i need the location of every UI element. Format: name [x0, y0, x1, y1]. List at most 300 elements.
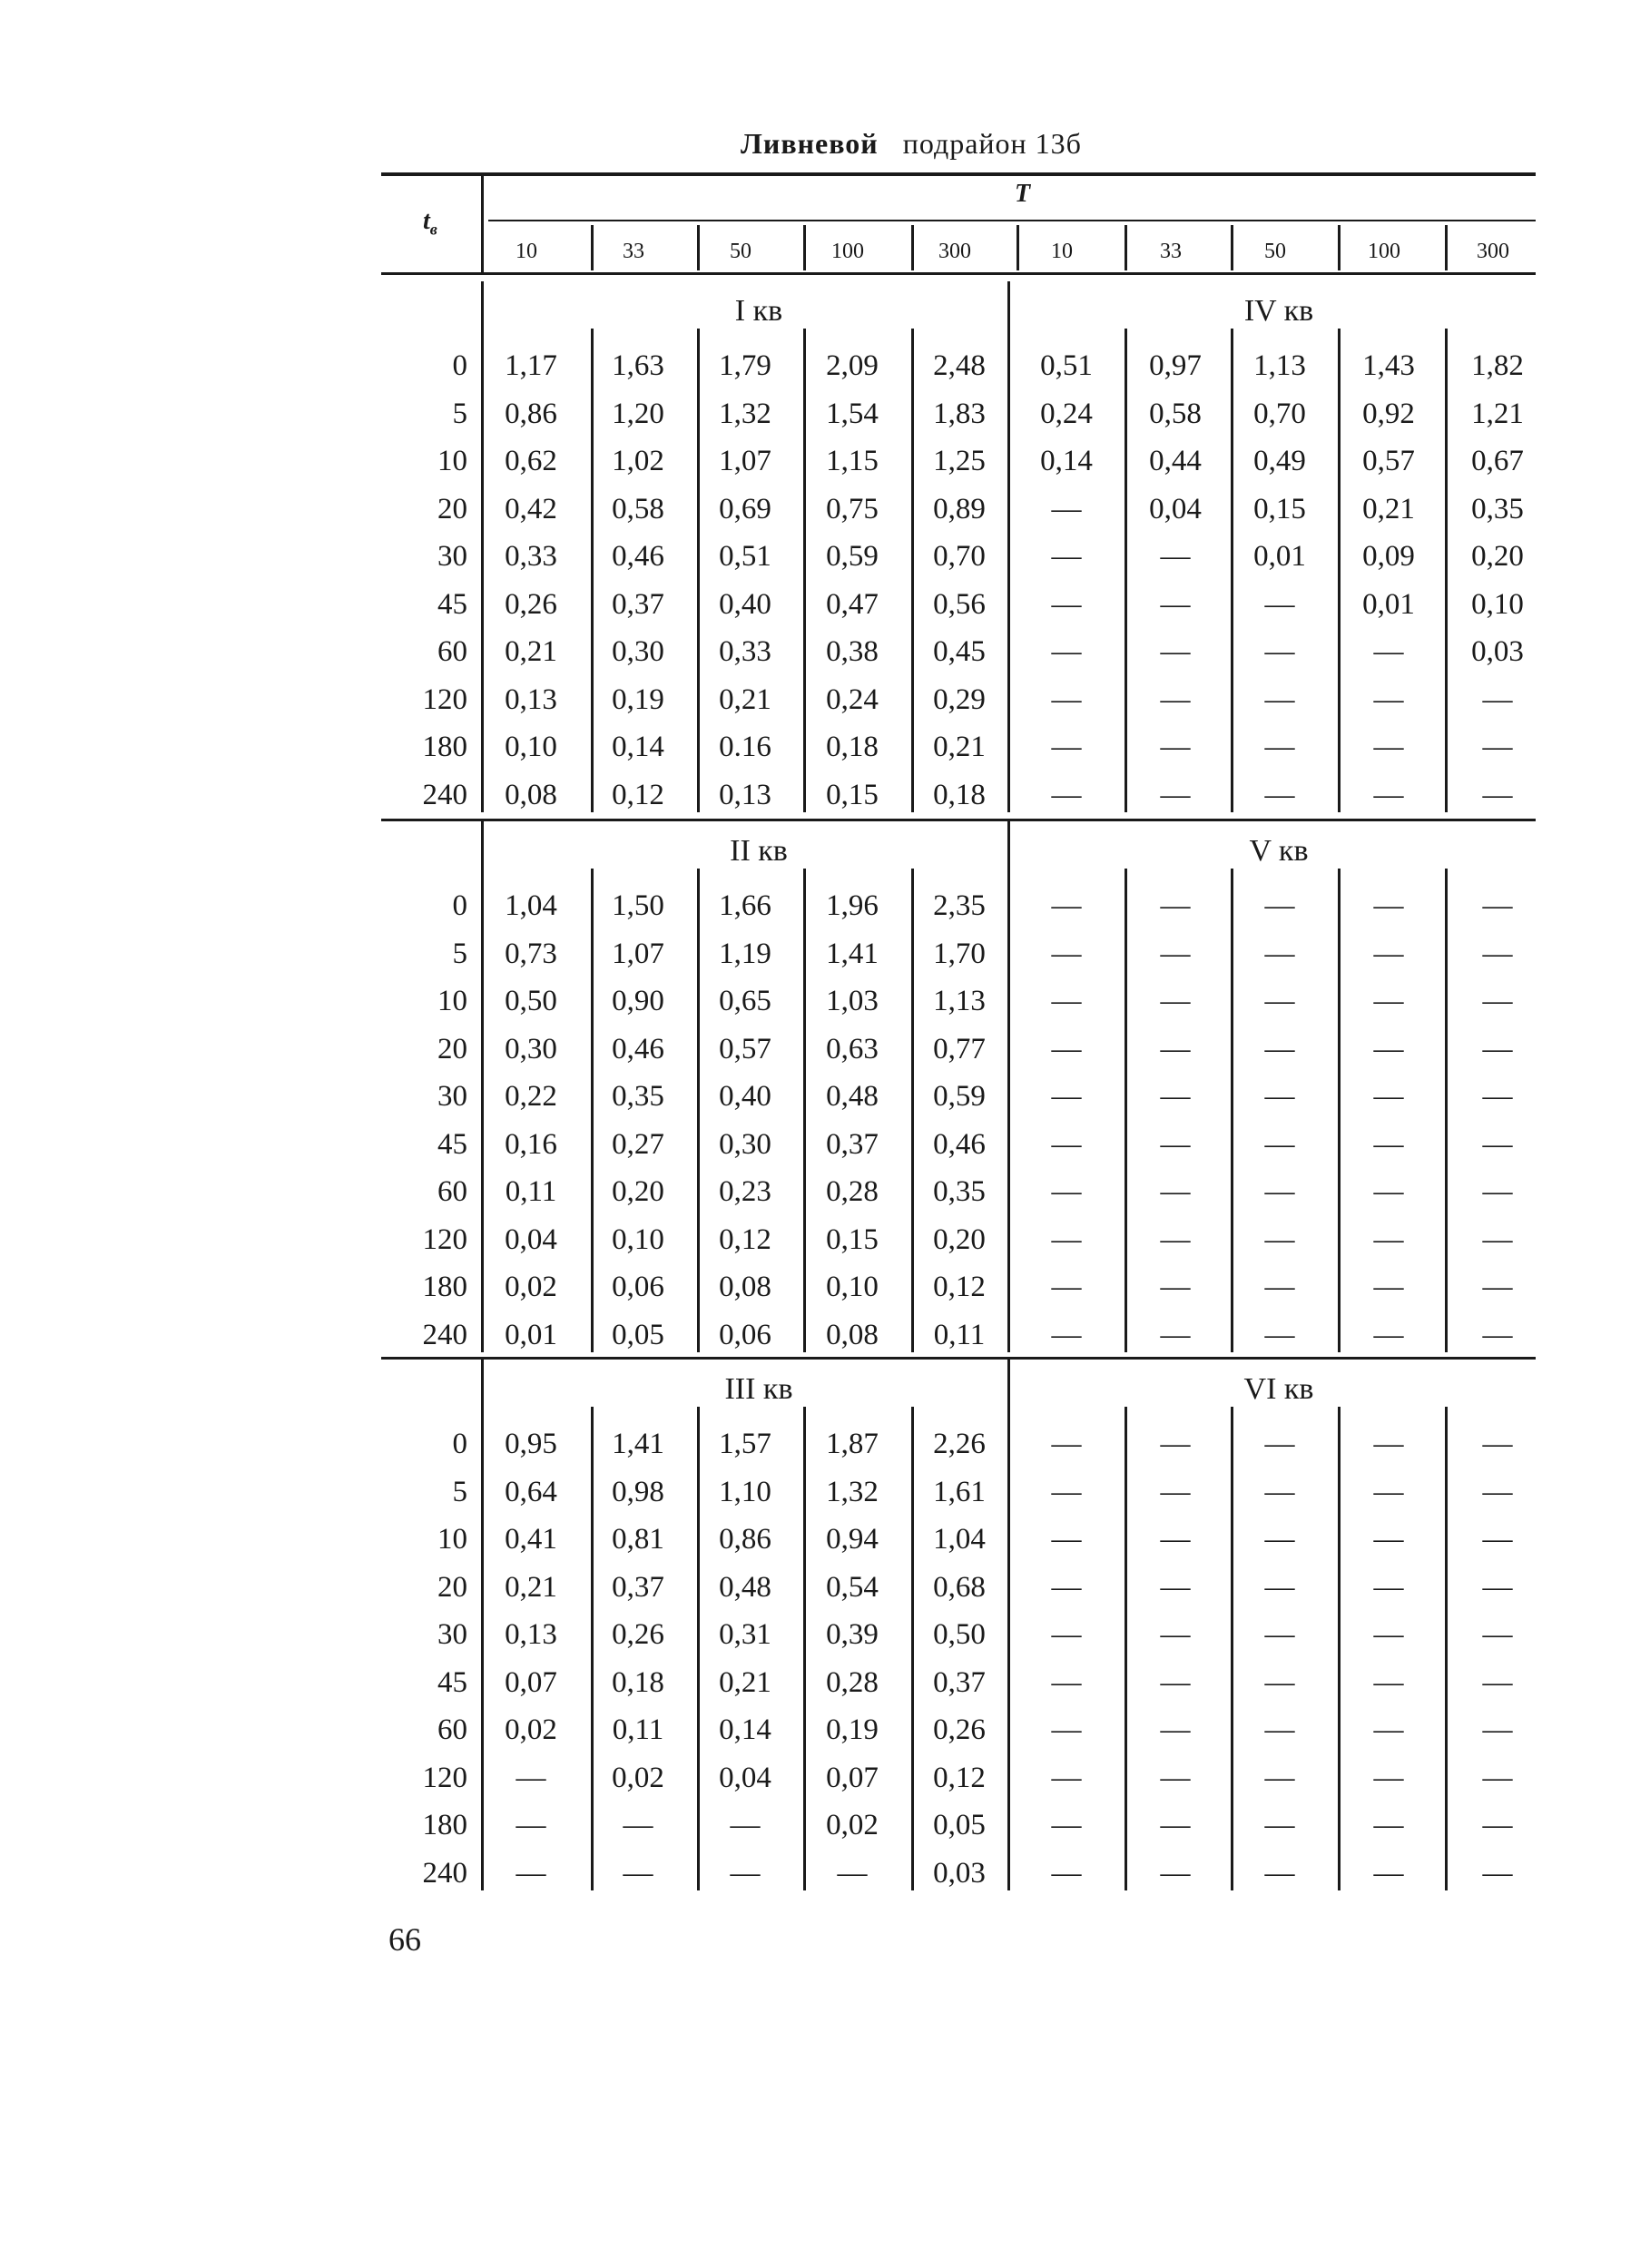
row-label: 20 [437, 1570, 467, 1604]
table-cell: 0,15 [826, 778, 879, 811]
table-cell: — [1373, 682, 1404, 716]
table-cell: 0,15 [1253, 492, 1306, 525]
table-cell: — [730, 1856, 761, 1890]
header-top-rule [381, 172, 1536, 176]
table-cell: 0,44 [1149, 445, 1202, 477]
row-label: 5 [452, 1475, 467, 1508]
table-cell: — [1051, 1127, 1082, 1161]
table-cell: — [1264, 889, 1295, 922]
table-cell: 1,70 [933, 937, 986, 970]
row-variable-label [423, 207, 437, 240]
table-cell: 0,92 [1362, 397, 1415, 430]
table-cell: 0,90 [612, 985, 664, 1017]
table-cell: 1,04 [933, 1523, 986, 1556]
table-cell: 0,12 [612, 778, 664, 811]
table-cell: 0,07 [826, 1761, 879, 1794]
table-cell: — [1373, 731, 1404, 763]
table-cell: 0,51 [1040, 349, 1093, 382]
table-cell: 0,02 [505, 1713, 557, 1746]
table-cell: — [1373, 1665, 1404, 1699]
table-cell: — [1051, 937, 1082, 970]
table-cell: 0,21 [719, 682, 771, 716]
table-cell: 1,32 [719, 397, 771, 430]
row-label: 5 [452, 937, 467, 970]
table-cell: 0,13 [505, 1618, 557, 1651]
block-separator-rule [381, 1357, 1536, 1360]
table-cell: 0,40 [719, 587, 771, 621]
table-cell: 0,23 [719, 1175, 771, 1208]
table-cell: — [1373, 1475, 1404, 1508]
table-cell: — [1373, 937, 1404, 970]
column-header: 10 [1051, 240, 1073, 263]
table-cell: — [1160, 1618, 1191, 1651]
table-cell: — [1264, 985, 1295, 1017]
table-cell: 0,21 [1362, 492, 1415, 525]
table-cell: 0,20 [1471, 540, 1524, 573]
table-cell: 0,03 [933, 1856, 986, 1890]
table-cell: — [1373, 1080, 1404, 1113]
table-cell: 0,57 [1362, 445, 1415, 477]
table-cell: — [1264, 682, 1295, 716]
row-label: 180 [422, 1809, 467, 1841]
row-label: 120 [422, 1761, 467, 1794]
table-cell: — [1373, 1809, 1404, 1841]
table-cell: — [1373, 1032, 1404, 1065]
header-column-divider [911, 225, 914, 270]
quarter-label-left: III кв [724, 1372, 793, 1406]
table-cell: 0,97 [1149, 349, 1202, 382]
table-cell: — [1264, 1475, 1295, 1508]
table-cell: — [1051, 1761, 1082, 1794]
table-cell: 0,14 [719, 1713, 771, 1746]
table-cell: — [1264, 1271, 1295, 1303]
table-cell: — [1373, 1856, 1404, 1890]
table-cell: — [1482, 731, 1513, 763]
table-cell: 0,10 [505, 731, 557, 763]
table-cell: — [1160, 1856, 1191, 1890]
row-label: 120 [422, 682, 467, 716]
table-cell: 0,46 [612, 540, 664, 573]
table-cell: 1,04 [505, 889, 557, 922]
table-cell: 0,50 [933, 1618, 986, 1651]
table-cell: 0,29 [933, 682, 986, 716]
table-cell: — [1264, 937, 1295, 970]
table-cell: — [1482, 985, 1513, 1017]
table-cell: — [1373, 1127, 1404, 1161]
table-cell: 0,30 [505, 1032, 557, 1065]
table-cell: 0.16 [719, 731, 771, 763]
table-cell: 0,59 [826, 540, 879, 573]
table-cell: 0,42 [505, 492, 557, 525]
table-cell: 1,61 [933, 1475, 986, 1508]
table-cell: 0,58 [612, 492, 664, 525]
table-cell: — [1051, 1856, 1082, 1890]
table-cell: 0,35 [1471, 492, 1524, 525]
row-label: 30 [437, 1618, 467, 1651]
table-cell: 0,38 [826, 635, 879, 668]
table-cell: 0,26 [933, 1713, 986, 1746]
table-cell: 1,07 [612, 937, 664, 970]
table-cell: 0,14 [612, 731, 664, 763]
table-cell: 1,54 [826, 397, 879, 430]
row-label: 60 [437, 1713, 467, 1746]
table-cell: — [1160, 1032, 1191, 1065]
table-cell: 0,08 [719, 1271, 771, 1303]
table-cell: 0,65 [719, 985, 771, 1017]
header-column-divider [591, 225, 594, 270]
table-cell: 1,20 [612, 397, 664, 430]
table-cell: 0,21 [933, 731, 986, 763]
table-cell: — [1482, 1080, 1513, 1113]
row-label: 240 [422, 778, 467, 811]
header-column-divider [1338, 225, 1341, 270]
table-cell: 0,18 [612, 1665, 664, 1699]
table-cell: 0,89 [933, 492, 986, 525]
table-cell: 1,02 [612, 445, 664, 477]
table-cell: — [1373, 778, 1404, 811]
table-cell: 0,16 [505, 1127, 557, 1161]
table-cell: — [1373, 985, 1404, 1017]
page-number: 66 [388, 1921, 421, 1958]
table-cell: 1,19 [719, 937, 771, 970]
table-cell: 0,54 [826, 1570, 879, 1604]
table-cell: — [1051, 1032, 1082, 1065]
table-cell: 0,27 [612, 1127, 664, 1161]
table-cell: 1,25 [933, 445, 986, 477]
table-cell: 0,02 [612, 1761, 664, 1794]
table-cell: — [1264, 587, 1295, 621]
row-label: 120 [422, 1222, 467, 1256]
table-cell: 0,68 [933, 1570, 986, 1604]
table-cell: — [1264, 1127, 1295, 1161]
table-cell: — [1482, 1271, 1513, 1303]
table-cell: — [1373, 1761, 1404, 1794]
table-cell: — [1160, 1761, 1191, 1794]
row-label: 180 [422, 1271, 467, 1303]
table-cell: 0,19 [612, 682, 664, 716]
quarter-label-left: I кв [734, 294, 783, 328]
table-cell: 0,62 [505, 445, 557, 477]
table-cell: 0,03 [1471, 635, 1524, 668]
table-cell: 0,47 [826, 587, 879, 621]
table-cell: — [1482, 1523, 1513, 1556]
table-cell: 1,83 [933, 397, 986, 430]
table-cell: — [1264, 1713, 1295, 1746]
table-cell: 0,86 [719, 1523, 771, 1556]
table-cell: 0,33 [719, 635, 771, 668]
table-cell: 0,13 [719, 778, 771, 811]
table-cell: 1,57 [719, 1428, 771, 1460]
table-cell: 0,15 [826, 1222, 879, 1256]
quarter-label-right: IV кв [1243, 294, 1314, 328]
row-label: 45 [437, 1127, 467, 1161]
table-cell: 0,02 [826, 1809, 879, 1841]
table-cell: 0,06 [719, 1318, 771, 1351]
table-cell: 0,77 [933, 1032, 986, 1065]
row-label: 60 [437, 635, 467, 668]
table-cell: 1,41 [612, 1428, 664, 1460]
table-cell: 1,07 [719, 445, 771, 477]
table-cell: — [1264, 635, 1295, 668]
table-cell: 0,50 [505, 985, 557, 1017]
quarter-label-right: VI кв [1243, 1372, 1314, 1406]
table-cell: — [1051, 1809, 1082, 1841]
block-separator-rule [381, 819, 1536, 821]
table-cell: 1,66 [719, 889, 771, 922]
table-cell: — [1264, 731, 1295, 763]
row-label: 10 [437, 445, 467, 477]
table-cell: 0,95 [505, 1428, 557, 1460]
table-cell: — [1160, 1271, 1191, 1303]
row-label: 240 [422, 1318, 467, 1351]
table-cell: — [1160, 1127, 1191, 1161]
table-cell: — [1051, 1080, 1082, 1113]
table-cell: — [1482, 1761, 1513, 1794]
table-cell: 0,28 [826, 1665, 879, 1699]
table-cell: 0,37 [612, 1570, 664, 1604]
header-column-divider [803, 225, 806, 270]
row-label: 5 [452, 397, 467, 430]
table-cell: 0,58 [1149, 397, 1202, 430]
row-label: 240 [422, 1856, 467, 1890]
header-column-divider [697, 225, 700, 270]
row-label: 45 [437, 1665, 467, 1699]
quarter-label-left: II кв [730, 834, 788, 868]
table-cell: 1,79 [719, 349, 771, 382]
table-cell: 0,14 [1040, 445, 1093, 477]
table-cell: 1,63 [612, 349, 664, 382]
table-cell: — [1160, 731, 1191, 763]
table-cell: 2,09 [826, 349, 879, 382]
table-cell: 0,12 [933, 1761, 986, 1794]
table-cell: 0,20 [933, 1222, 986, 1256]
table-cell: — [1373, 889, 1404, 922]
table-cell: — [1264, 1665, 1295, 1699]
table-cell: — [623, 1856, 653, 1890]
table-cell: 1,03 [826, 985, 879, 1017]
row-label: 30 [437, 540, 467, 573]
row-variable-subscript: в [429, 220, 437, 239]
table-cell: 1,13 [1253, 349, 1306, 382]
table-cell: 0,26 [612, 1618, 664, 1651]
table-cell: — [1160, 1570, 1191, 1604]
table-cell: 2,35 [933, 889, 986, 922]
table-cell: — [1160, 1523, 1191, 1556]
row-label: 0 [452, 349, 467, 382]
table-cell: — [1160, 1475, 1191, 1508]
page-title [0, 127, 1650, 161]
column-header: 300 [1477, 240, 1509, 263]
table-cell: 0,51 [719, 540, 771, 573]
table-cell: — [1160, 540, 1191, 573]
row-label: 0 [452, 889, 467, 922]
table-cell: 0,69 [719, 492, 771, 525]
header-column-divider [1231, 225, 1233, 270]
table-cell: 0,70 [1253, 397, 1306, 430]
quarter-label-right: V кв [1249, 834, 1309, 868]
table-cell: 0,37 [933, 1665, 986, 1699]
table-cell: 0,57 [719, 1032, 771, 1065]
table-cell: 0,12 [933, 1271, 986, 1303]
table-cell: 0,04 [505, 1222, 557, 1256]
table-cell: — [1264, 1809, 1295, 1841]
table-cell: 0,28 [826, 1175, 879, 1208]
header-mid-rule [488, 220, 1536, 221]
table-cell: 0,67 [1471, 445, 1524, 477]
table-cell: 0,31 [719, 1618, 771, 1651]
table-cell: — [1051, 1523, 1082, 1556]
table-cell: 1,50 [612, 889, 664, 922]
table-cell: 1,21 [1471, 397, 1524, 430]
column-header: 50 [1264, 240, 1286, 263]
row-label: 10 [437, 1523, 467, 1556]
table-cell: — [1051, 889, 1082, 922]
table-cell: — [1482, 1809, 1513, 1841]
header-column-divider [1017, 225, 1019, 270]
table-cell: 0,02 [505, 1271, 557, 1303]
table-cell: — [1373, 1428, 1404, 1460]
table-cell: 0,12 [719, 1222, 771, 1256]
table-cell: 0,22 [505, 1080, 557, 1113]
table-cell: — [1482, 682, 1513, 716]
table-cell: — [1482, 1856, 1513, 1890]
table-cell: 0,40 [719, 1080, 771, 1113]
table-cell: — [1160, 1318, 1191, 1351]
table-cell: — [1051, 1713, 1082, 1746]
table-cell: — [1160, 985, 1191, 1017]
table-cell: 0,05 [933, 1809, 986, 1841]
table-cell: — [1373, 1523, 1404, 1556]
table-cell: 0,06 [612, 1271, 664, 1303]
table-cell: — [1373, 1222, 1404, 1256]
table-cell: 1,17 [505, 349, 557, 382]
table-cell: 0,48 [719, 1570, 771, 1604]
table-cell: 0,73 [505, 937, 557, 970]
table-cell: 1,82 [1471, 349, 1524, 382]
row-label: 180 [422, 731, 467, 763]
table-cell: — [1482, 1475, 1513, 1508]
column-variable-label: T [1015, 180, 1031, 208]
table-cell: 0,94 [826, 1523, 879, 1556]
table-cell: — [1051, 540, 1082, 573]
header-column-divider [1125, 225, 1127, 270]
row-label: 45 [437, 587, 467, 621]
table-cell: 0,11 [612, 1713, 664, 1746]
column-header: 100 [831, 240, 864, 263]
table-cell: — [1264, 1222, 1295, 1256]
table-cell: — [1482, 778, 1513, 811]
table-cell: — [1160, 587, 1191, 621]
column-header: 100 [1368, 240, 1400, 263]
header-bottom-rule [381, 272, 1536, 275]
table-cell: — [730, 1809, 761, 1841]
table-cell: 0,75 [826, 492, 879, 525]
row-label: 60 [437, 1175, 467, 1208]
table-cell: — [1160, 682, 1191, 716]
table-cell: 0,10 [826, 1271, 879, 1303]
table-cell: — [516, 1856, 546, 1890]
table-cell: — [1051, 1428, 1082, 1460]
table-cell: — [1051, 492, 1082, 525]
table-cell: — [1264, 1032, 1295, 1065]
table-cell: — [1482, 1032, 1513, 1065]
table-cell: 0,49 [1253, 445, 1306, 477]
row-label: 30 [437, 1080, 467, 1113]
table-cell: — [1482, 1175, 1513, 1208]
table-cell: — [1160, 1080, 1191, 1113]
table-cell: 2,26 [933, 1428, 986, 1460]
table-cell: — [1373, 1318, 1404, 1351]
table-cell: — [1482, 1127, 1513, 1161]
table-cell: 1,96 [826, 889, 879, 922]
table-cell: 0,86 [505, 397, 557, 430]
table-cell: — [1482, 1428, 1513, 1460]
table-cell: 0,33 [505, 540, 557, 573]
table-cell: — [1160, 1222, 1191, 1256]
table-cell: — [1160, 1809, 1191, 1841]
table-cell: 1,87 [826, 1428, 879, 1460]
table-cell: 1,13 [933, 985, 986, 1017]
table-cell: — [1482, 1570, 1513, 1604]
table-cell: 0,37 [612, 587, 664, 621]
table-cell: — [1373, 1570, 1404, 1604]
table-cell: 0,45 [933, 635, 986, 668]
table-cell: 0,35 [933, 1175, 986, 1208]
table-cell: — [1264, 1618, 1295, 1651]
table-cell: — [1264, 778, 1295, 811]
table-cell: 1,15 [826, 445, 879, 477]
table-cell: — [1051, 1318, 1082, 1351]
table-cell: — [1482, 1713, 1513, 1746]
table-cell: 0,18 [826, 731, 879, 763]
table-cell: 0,21 [505, 1570, 557, 1604]
table-cell: — [1160, 1175, 1191, 1208]
table-cell: — [1160, 635, 1191, 668]
table-cell: — [1482, 1618, 1513, 1651]
table-cell: 0,08 [826, 1318, 879, 1351]
table-cell: 0,10 [1471, 587, 1524, 621]
column-header: 50 [730, 240, 751, 263]
table-cell: 0,64 [505, 1475, 557, 1508]
table-cell: 0,48 [826, 1080, 879, 1113]
page-title-rest: подрайон 13б [902, 127, 1082, 160]
table-cell: — [1264, 1428, 1295, 1460]
row-variable: t [423, 207, 430, 235]
row-label: 10 [437, 985, 467, 1017]
table-cell: 0,37 [826, 1127, 879, 1161]
table-cell: 0,63 [826, 1032, 879, 1065]
table-cell: — [1373, 1271, 1404, 1303]
table-cell: — [1160, 937, 1191, 970]
table-cell: 1,32 [826, 1475, 879, 1508]
table-cell: — [1160, 1428, 1191, 1460]
table-cell: — [1051, 635, 1082, 668]
table-cell: 1,10 [719, 1475, 771, 1508]
table-cell: — [1051, 1175, 1082, 1208]
table-cell: — [1264, 1761, 1295, 1794]
row-label: 20 [437, 492, 467, 525]
table-cell: — [1373, 635, 1404, 668]
table-cell: — [623, 1809, 653, 1841]
table-cell: 0,19 [826, 1713, 879, 1746]
table-cell: — [1373, 1175, 1404, 1208]
table-cell: — [1160, 1665, 1191, 1699]
header-column-divider [1445, 225, 1448, 270]
table-cell: — [1264, 1570, 1295, 1604]
column-header: 10 [516, 240, 537, 263]
table-cell: — [1051, 731, 1082, 763]
table-cell: 0,98 [612, 1475, 664, 1508]
